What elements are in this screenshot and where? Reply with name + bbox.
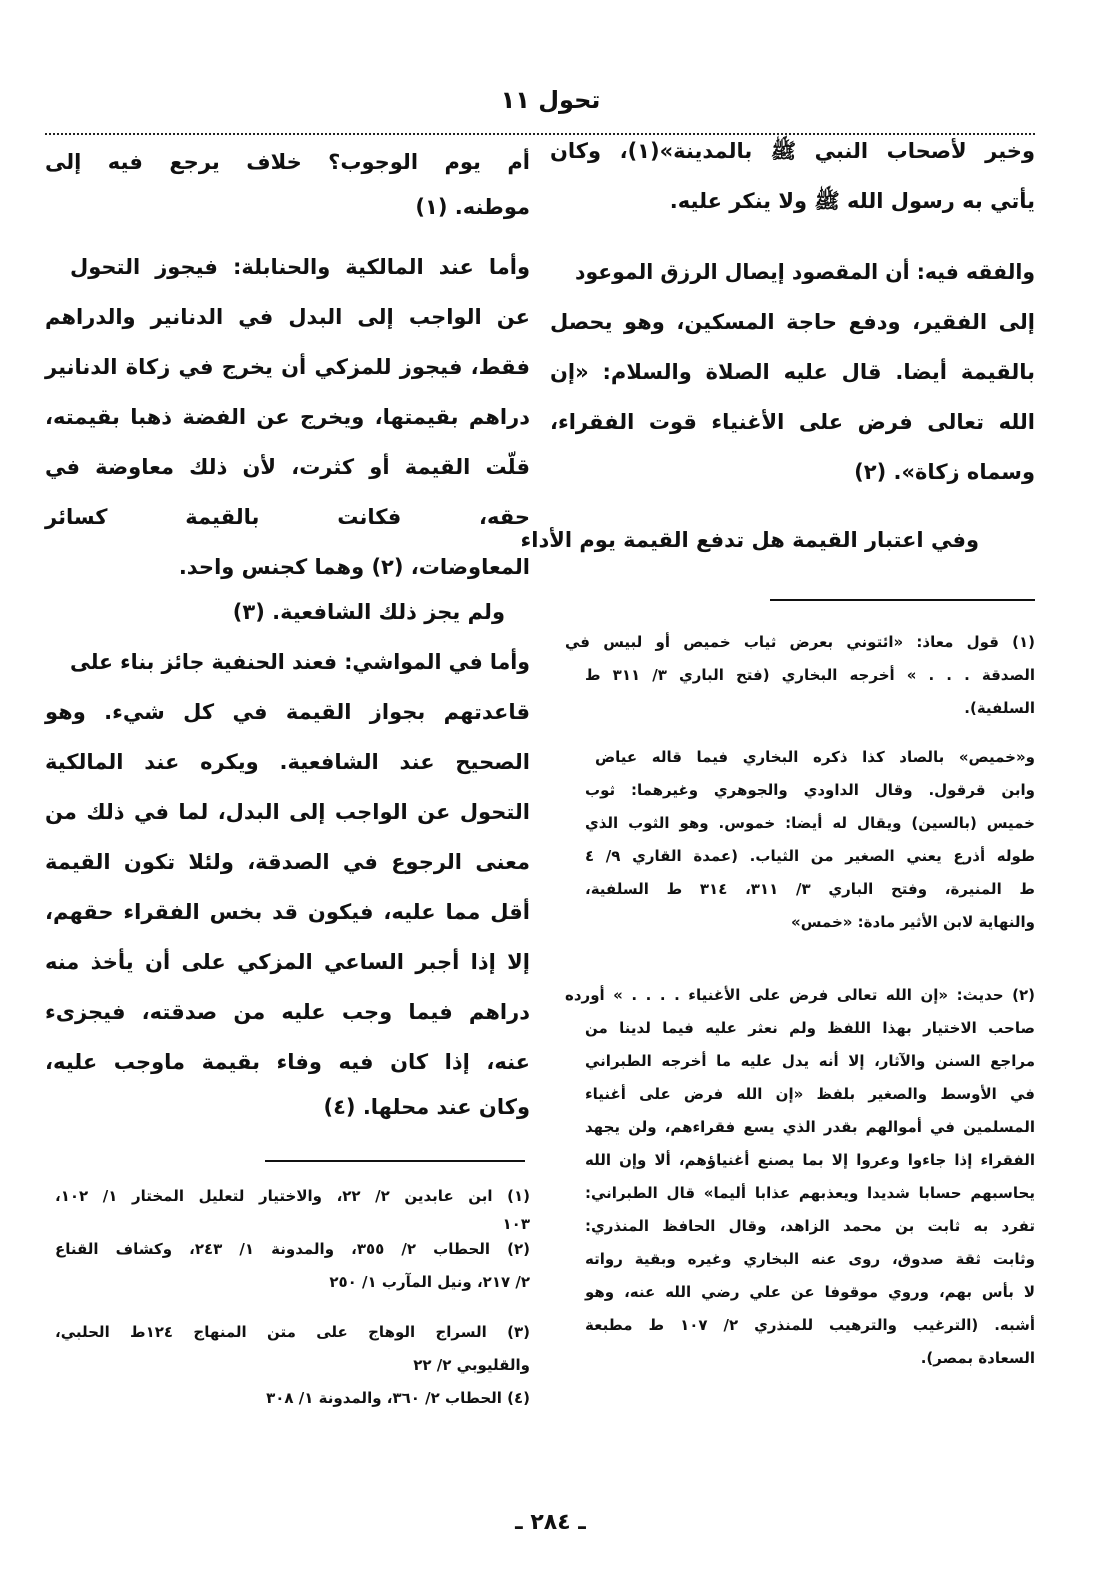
footnote-line: (٢) الحطاب ٢/ ٣٥٥، والمدونة ١/ ٢٤٣، وكشاف القناع (55, 1240, 531, 1258)
footnote-line: والنهاية لابن الأثير مادة: «خمس» (791, 913, 1035, 931)
text-line: أقل مما عليه، فيكون قد بخس الفقراء حقهم، (45, 900, 530, 924)
footnote-line: (٣) السراج الوهاج على متن المنهاج ١٢٤ط الحلبي، (55, 1323, 530, 1341)
text-line: حقه، فكانت بالقيمة كسائر (45, 505, 530, 529)
footnote-line: (١) ابن عابدين ٢/ ٢٢، والاختيار لتعليل المختار ١/ ١٠٢، (55, 1187, 530, 1205)
footnote-line: ١٠٣ (502, 1215, 530, 1233)
text-line: دراهم فيما وجب عليه من صدقته، فيجزىء (45, 1000, 530, 1024)
text-line: وأما في المواشي: فعند الحنفية جائز بناء على (70, 650, 530, 674)
footnote-line: (٢) حديث: «إن الله تعالى فرض على الأغنياء . . . . » أورده (565, 986, 1035, 1004)
text-line: فقط، فيجوز للمزكي أن يخرج في زكاة الدنانير (45, 355, 530, 379)
footnote-line: و«خميص» بالصاد كذا ذكره البخاري فيما قاله عياض (595, 748, 1035, 766)
text-line: وسماه زكاة». (٢) (854, 460, 1035, 484)
footnote-line: في الأوسط والصغير بلفظ «إن الله فرض على أغنياء (585, 1085, 1035, 1103)
footnote-line: وثابت ثقة صدوق، روى عنه البخاري وغيره وبقية رواته (585, 1250, 1035, 1268)
text-line: المعاوضات، (٢) وهما كجنس واحد. (178, 555, 530, 579)
header-dotted-divider (45, 133, 1035, 135)
footnote-line: وابن قرقول. وقال الداودي والجوهري وغيرهما: ثوب (585, 781, 1035, 799)
footnote-line: لا بأس بهم، وروي موقوفا عن علي رضي الله عنه، وهو (585, 1283, 1035, 1301)
text-line: عن الواجب إلى البدل في الدنانير والدراهم (45, 305, 530, 329)
text-line: بالقيمة أيضا. قال عليه الصلاة والسلام: «إن (550, 360, 1035, 384)
footnote-line: (٤) الحطاب ٢/ ٣٦٠، والمدونة ١/ ٣٠٨ (266, 1389, 530, 1407)
footnote-line: والقليوبي ٢/ ٢٢ (413, 1356, 530, 1374)
text-line: قاعدتهم بجواز القيمة في كل شيء. وهو (45, 700, 530, 724)
footnote-line: الفقراء إذا جاءوا وعروا إلا بما يصنع أغنياؤهم، ألا وإن الله (585, 1151, 1035, 1169)
text-line: دراهم بقيمتها، ويخرج عن الفضة ذهبا بقيمته، (45, 405, 530, 429)
text-line: إلا إذا أجبر الساعي المزكي على أن يأخذ منه (45, 950, 530, 974)
footnote-line: تفرد به ثابت بن محمد الزاهد، وقال الحافظ المنذري: (585, 1217, 1035, 1235)
text-line: وأما عند المالكية والحنابلة: فيجوز التحول (70, 255, 530, 279)
footnote-divider (770, 599, 1035, 601)
text-line: معنى الرجوع في الصدقة، ولئلا تكون القيمة (45, 850, 530, 874)
footnote-line: السعادة بمصر). (920, 1349, 1035, 1367)
footnote-line: ٢/ ٢١٧، ونيل المآرب ١/ ٢٥٠ (329, 1273, 530, 1291)
footnote-line: مراجع السنن والآثار، إلا أنه يدل عليه ما أخرجه الطبراني (585, 1052, 1035, 1070)
footnote-line: السلفية). (964, 699, 1035, 717)
page-number: ـ ٢٨٤ ـ (515, 1510, 586, 1535)
footnote-line: المسلمين في أموالهم بقدر الذي يسع فقراءهم، ولن يجهد (585, 1118, 1035, 1136)
text-line: وخير لأصحاب النبي ﷺ بالمدينة»(١)، وكان (550, 139, 1035, 163)
text-line: التحول عن الواجب إلى البدل، لما في ذلك من (45, 800, 530, 824)
text-line: وفي اعتبار القيمة هل تدفع القيمة يوم الأداء (520, 528, 979, 552)
footnote-line: صاحب الاختيار بهذا اللفظ ولم نعثر عليه فيما لدينا من (585, 1019, 1035, 1037)
text-line: أم يوم الوجوب؟ خلاف يرجع فيه إلى (45, 150, 530, 174)
text-line: الصحيح عند الشافعية. ويكره عند المالكية (45, 750, 530, 774)
text-line: ولم يجز ذلك الشافعية. (٣) (232, 600, 505, 624)
text-line: يأتي به رسول الله ﷺ ولا ينكر عليه. (669, 189, 1035, 213)
text-line: والفقه فيه: أن المقصود إيصال الرزق الموعود (575, 260, 1035, 284)
footnote-line: الصدقة . . . » أخرجه البخاري (فتح الباري ٣/ ٣١١ ط (585, 666, 1036, 684)
text-line: موطنه. (١) (415, 195, 530, 219)
text-line: قلّت القيمة أو كثرت، لأن ذلك معاوضة في (45, 455, 530, 479)
footnote-line: يحاسبهم حسابا شديدا ويعذبهم عذابا أليما» قال الطبراني: (585, 1184, 1035, 1202)
running-header: تحول ١١ (500, 86, 601, 114)
footnote-line: (١) قول معاذ: «ائتوني بعرض ثياب خميص أو لبيس في (565, 633, 1035, 651)
text-line: وكان عند محلها. (٤) (323, 1095, 530, 1119)
footnote-line: ط المنيرة، وفتح الباري ٣/ ٣١١، ٣١٤ ط السلفية، (585, 880, 1036, 898)
footnote-divider (265, 1160, 525, 1162)
text-line: عنه، إذا كان فيه وفاء بقيمة ماوجب عليه، (45, 1050, 530, 1074)
text-line: إلى الفقير، ودفع حاجة المسكين، وهو يحصل (550, 310, 1035, 334)
footnote-line: طوله أذرع يعني الصغير من الثياب. (عمدة القاري ٩/ ٤ (585, 847, 1036, 865)
footnote-line: أشبه. (الترغيب والترهيب للمنذري ٢/ ١٠٧ ط مطبعة (585, 1316, 1036, 1334)
text-line: الله تعالى فرض على الأغنياء قوت الفقراء، (550, 410, 1035, 434)
footnote-line: خميس (بالسين) ويقال له أيضا: خموس. وهو الثوب الذي (585, 814, 1035, 832)
